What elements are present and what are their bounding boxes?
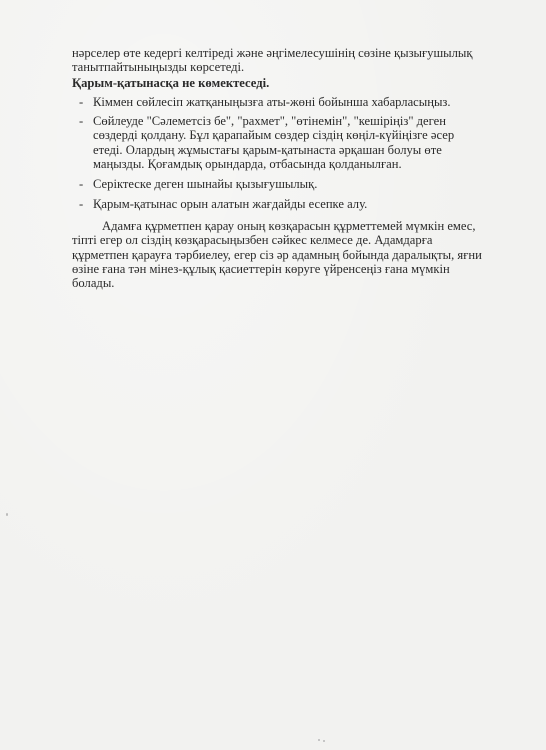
list-item-text: Серіктеске деген шынайы қызығушылық. bbox=[93, 177, 318, 192]
list-marker: - bbox=[79, 197, 84, 212]
section-heading: Қарым-қатынасқа не көмектеседі. bbox=[72, 76, 270, 90]
scan-speck bbox=[323, 740, 325, 742]
list-marker: - bbox=[79, 95, 84, 109]
list-item bbox=[76, 177, 486, 191]
scan-speck bbox=[318, 739, 320, 741]
body-paragraph: Адамға құрметпен қарау оның көзқарасын құрметтемей мүмкін емес, тіпті егер ол сіздің көзқарасыңызбен сәйкес келмесе де. Адамдарға құрметпен қарауға тәрбиелеу, егер сіз әр адамның бойында даралықты, яғни өзіне ғана тән мінез-құлық қасиеттерін көруге үйренсеңіз ғана мүмкін болады. bbox=[72, 219, 482, 291]
list-item bbox=[76, 114, 486, 171]
list-item bbox=[76, 95, 486, 109]
list-item-text: Қарым-қатынас орын алатын жағдайды есепке алу. bbox=[93, 197, 368, 212]
list-marker: - bbox=[79, 114, 84, 129]
list-item-text: Кіммен сөйлесіп жатқаныңызға аты-жөні бойынша хабарласыңыз. bbox=[93, 95, 451, 109]
list-item bbox=[76, 197, 486, 211]
tips-list bbox=[76, 95, 486, 217]
list-marker: - bbox=[79, 177, 84, 192]
intro-text: нәрселер өте кедергі келтіреді және әңгімелесушінің сөзіне қызығушылық танытпайтыныңызды көрсетеді. bbox=[72, 46, 473, 75]
scan-speck bbox=[6, 513, 8, 516]
list-item-text: Сөйлеуде "Сәлеметсіз бе", "рахмет", "өтінемін", "кешіріңіз" деген сөздерді қолдану. Бұл қарапайым сөздер сіздің көңіл-күйіңізге әсер етеді. Олардың жұмыстағы қарым-қатынаста әрқашан болуы өте маңызды. Қоғамдық орындарда, отбасында қолданылған. bbox=[93, 114, 455, 171]
